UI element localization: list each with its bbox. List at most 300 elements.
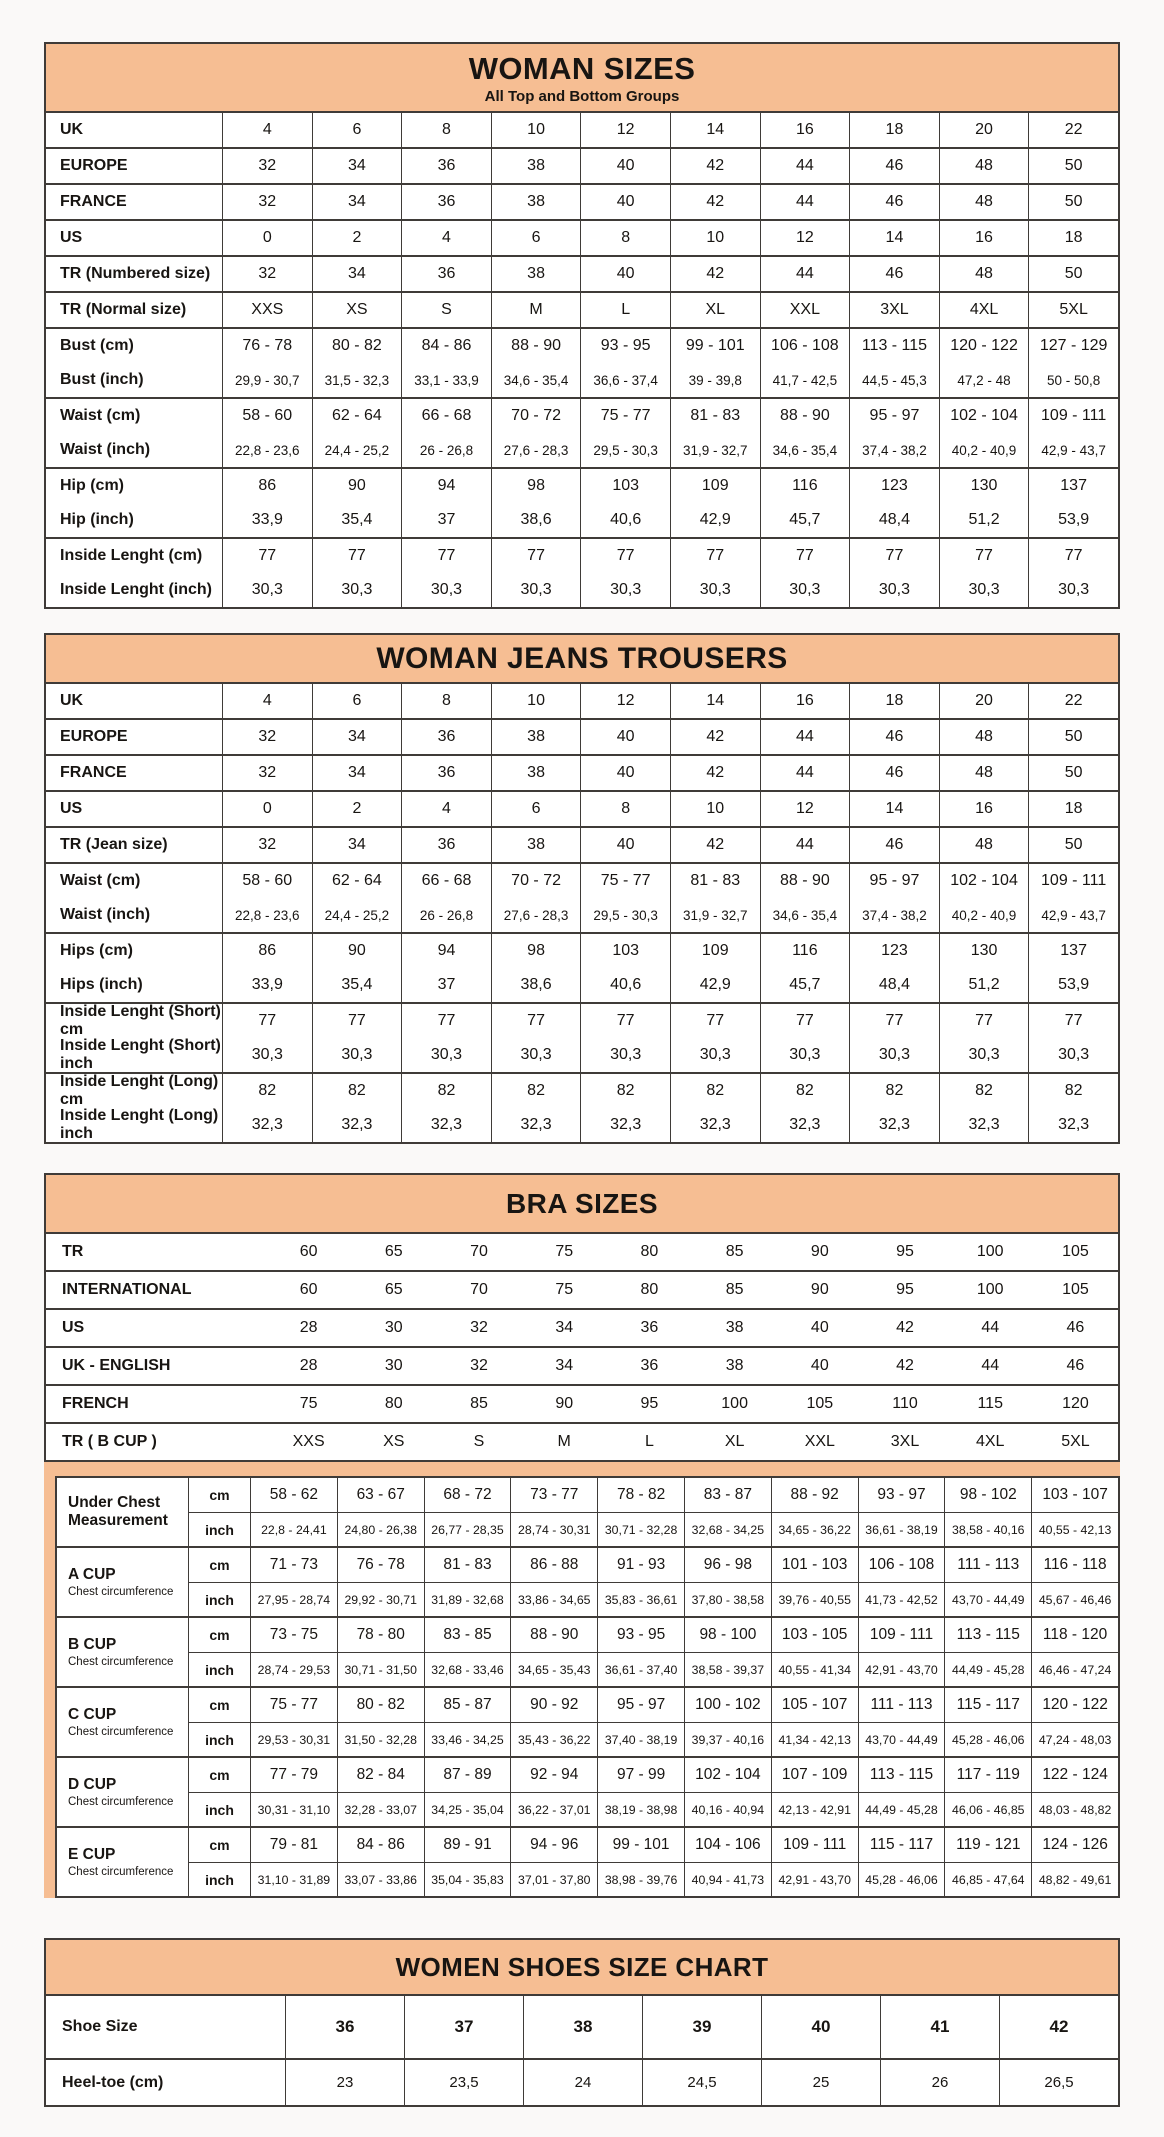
cell-value: 42,91 - 43,70 <box>858 1653 945 1686</box>
cell-value: 40 <box>580 149 670 183</box>
cell-value: 84 - 86 <box>337 1828 424 1862</box>
cell-value: 110 <box>892 1395 918 1412</box>
cell-value: 82 <box>670 1074 760 1108</box>
cell-value: 109 - 111 <box>1028 864 1118 898</box>
cell-value: 4 <box>262 121 272 138</box>
cell-value: 98 - 100 <box>684 1618 771 1652</box>
cell-value: 50 <box>1028 257 1118 291</box>
cell-value: 46,06 - 46,85 <box>944 1793 1031 1826</box>
cell-value: 36 <box>401 185 491 219</box>
table-row <box>46 1234 1118 1270</box>
cell-value: 77 <box>312 1004 402 1038</box>
cell-value: 73 - 77 <box>510 1478 597 1512</box>
cell-value: 92 - 94 <box>510 1758 597 1792</box>
cell-value: 48,82 - 49,61 <box>1031 1863 1118 1896</box>
cell-value: 46 <box>849 149 939 183</box>
cell-value: 30,71 - 32,28 <box>597 1513 684 1546</box>
cell-value: XXS <box>292 1433 325 1450</box>
row-label: TR ( B CUP ) <box>62 1433 157 1450</box>
cell-value: 42 <box>670 257 760 291</box>
cell-value: 41,7 - 42,5 <box>760 363 850 397</box>
row-label: INTERNATIONAL <box>62 1281 192 1298</box>
cell-value: 120 - 122 <box>1031 1688 1118 1722</box>
cell-value: 37 <box>404 1996 523 2058</box>
cell-value: 44,49 - 45,28 <box>944 1653 1031 1686</box>
cell-value: 34 <box>312 149 402 183</box>
unit-label: cm <box>189 1688 251 1722</box>
cell-value: 90 <box>810 1243 829 1260</box>
cell-value: 29,53 - 30,31 <box>257 1732 331 1747</box>
bra-sizes-table <box>44 1173 1120 1462</box>
cell-value: 99 - 101 <box>670 329 760 363</box>
cell-value: 32 <box>470 1319 488 1336</box>
cell-value: 32,3 <box>580 1108 670 1142</box>
cell-value: 103 <box>580 469 670 503</box>
cell-value: 35,83 - 36,61 <box>597 1583 684 1616</box>
cup-row-group <box>57 1756 1118 1826</box>
cell-value: 36 <box>401 257 491 291</box>
row-label: Inside Lenght (Short) cm <box>46 1004 223 1038</box>
cup-label-text: B CUP <box>68 1636 117 1654</box>
row-label: US <box>46 792 223 826</box>
cell-value: 82 <box>580 1074 670 1108</box>
cell-value: 30,3 <box>401 573 491 607</box>
cell-value: 94 <box>401 469 491 503</box>
cell-value: 24 <box>523 2060 642 2105</box>
cup-rows <box>189 1688 1118 1756</box>
bra-sizes-header <box>46 1175 1118 1234</box>
cell-value: 60 <box>299 1281 318 1298</box>
cup-measure-row <box>189 1792 1118 1826</box>
cell-value: 83 - 85 <box>424 1618 511 1652</box>
row-group <box>46 1384 1118 1422</box>
cell-value: 98 <box>491 934 581 968</box>
unit-label: cm <box>189 1618 251 1652</box>
cell-value: 44 <box>760 720 850 754</box>
cell-value: 97 - 99 <box>597 1758 684 1792</box>
bra-section-divider-bar <box>44 1462 1120 1476</box>
cell-value: 48,4 <box>849 968 939 1002</box>
cell-value: 46,46 - 47,24 <box>1031 1653 1118 1686</box>
cell-value: XXL <box>804 1433 835 1450</box>
row-group <box>46 1002 1118 1072</box>
cell-value: 30,3 <box>939 1038 1029 1072</box>
cell-value: 109 <box>670 934 760 968</box>
table-row <box>46 503 1118 537</box>
cell-value: 2 <box>312 221 402 255</box>
cell-value: 82 <box>401 1074 491 1108</box>
cell-value: 32,3 <box>312 1108 402 1142</box>
cell-value: 94 - 96 <box>510 1828 597 1862</box>
cell-value: 2 <box>312 792 402 826</box>
cell-value: 41,73 - 42,52 <box>858 1583 945 1616</box>
cell-value: 14 <box>670 113 760 147</box>
row-label: Waist (inch) <box>46 433 223 467</box>
row-label: EUROPE <box>46 149 223 183</box>
cell-value: 88 - 90 <box>760 864 850 898</box>
table-row <box>46 864 1118 898</box>
cell-value: 104 - 106 <box>684 1828 771 1862</box>
cell-value: 45,67 - 46,46 <box>1031 1583 1118 1616</box>
cell-value: 4 <box>401 792 491 826</box>
cell-value: 40 <box>810 1319 829 1336</box>
cell-value: 38 <box>523 1996 642 2058</box>
cell-value: 46 <box>1066 1319 1085 1336</box>
cell-value: 84 - 86 <box>401 329 491 363</box>
cell-value: 102 - 104 <box>939 864 1029 898</box>
cell-value: 48 <box>939 185 1029 219</box>
cell-value: 113 - 115 <box>944 1618 1031 1652</box>
cell-value: 86 <box>258 942 277 959</box>
cell-value: 102 - 104 <box>684 1758 771 1792</box>
row-label: TR <box>62 1243 84 1260</box>
cell-value: 16 <box>760 113 850 147</box>
row-label: Inside Lenght (Long) inch <box>46 1108 223 1142</box>
cell-value: 46,85 - 47,64 <box>944 1863 1031 1896</box>
row-label: FRENCH <box>62 1395 129 1412</box>
cell-value: 16 <box>760 684 850 718</box>
row-label: Waist (cm) <box>46 864 223 898</box>
cell-value: 6 <box>312 684 402 718</box>
cell-value: 35,4 <box>312 968 402 1002</box>
cell-value: 103 - 105 <box>771 1618 858 1652</box>
cell-value: 4XL <box>975 1433 1005 1450</box>
cell-value: 28 <box>299 1319 318 1336</box>
cell-value: 38 <box>491 828 581 862</box>
cell-value: 27,6 - 28,3 <box>491 433 581 467</box>
cell-value: 34,6 - 35,4 <box>491 363 581 397</box>
cell-value: 32 <box>258 728 277 745</box>
cell-value: 40,2 - 40,9 <box>939 898 1029 932</box>
cell-value: 42,91 - 43,70 <box>771 1863 858 1896</box>
cell-value: 88 - 92 <box>771 1478 858 1512</box>
cell-value: 42 <box>670 828 760 862</box>
row-label: Inside Lenght (cm) <box>46 539 223 573</box>
cell-value: 30,3 <box>312 1038 402 1072</box>
cell-value: 111 - 113 <box>858 1688 945 1722</box>
cell-value: 66 - 68 <box>401 399 491 433</box>
cell-value: 42 <box>670 756 760 790</box>
cell-value: 82 - 84 <box>337 1758 424 1792</box>
cell-value: 96 - 98 <box>684 1548 771 1582</box>
cell-value: XXS <box>251 301 284 318</box>
cell-value: 35,43 - 36,22 <box>510 1723 597 1756</box>
cup-row-group <box>57 1616 1118 1686</box>
cell-value: 77 - 79 <box>269 1766 319 1783</box>
row-label: Bust (inch) <box>46 363 223 397</box>
cell-value: 28,74 - 29,53 <box>257 1662 331 1677</box>
cell-value: 20 <box>939 684 1029 718</box>
cell-value: 36 <box>335 2017 355 2036</box>
cell-value: 40,2 - 40,9 <box>939 433 1029 467</box>
cell-value: 83 - 87 <box>684 1478 771 1512</box>
table-row <box>46 363 1118 397</box>
cell-value: 31,5 - 32,3 <box>312 363 402 397</box>
cell-value: 77 <box>491 539 581 573</box>
cell-value: 41 <box>880 1996 999 2058</box>
cell-value: 26 <box>880 2060 999 2105</box>
row-label: Waist (cm) <box>46 399 223 433</box>
cell-value: 118 - 120 <box>1031 1618 1118 1652</box>
cell-value: 48 <box>939 828 1029 862</box>
cell-value: 42,9 <box>670 503 760 537</box>
cell-value: 8 <box>580 221 670 255</box>
unit-label: cm <box>189 1478 251 1512</box>
cell-value: 89 - 91 <box>424 1828 511 1862</box>
cell-value: 8 <box>401 684 491 718</box>
cell-value: 38 <box>491 720 581 754</box>
cell-value: 10 <box>491 684 581 718</box>
cell-value: 31,9 - 32,7 <box>670 433 760 467</box>
cell-value: 18 <box>1028 221 1118 255</box>
cup-measure-row <box>189 1512 1118 1546</box>
row-group <box>46 1270 1118 1308</box>
woman-jeans-header <box>46 635 1118 684</box>
row-label: Bust (cm) <box>46 329 223 363</box>
cell-value: 80 <box>640 1281 659 1298</box>
row-label: Hip (inch) <box>46 503 223 537</box>
cell-value: 31,9 - 32,7 <box>670 898 760 932</box>
cell-value: 48 <box>939 756 1029 790</box>
cell-value: 12 <box>580 113 670 147</box>
table-row <box>46 399 1118 433</box>
cell-value: 29,9 - 30,7 <box>235 372 300 388</box>
cell-value: 44 <box>760 149 850 183</box>
cell-value: 32,3 <box>939 1108 1029 1142</box>
table-row <box>46 1386 1118 1422</box>
cup-measure-row <box>189 1582 1118 1616</box>
cell-value: 77 <box>312 539 402 573</box>
cell-value: 23 <box>336 2074 354 2091</box>
cell-value: 130 <box>939 934 1029 968</box>
cell-value: 50 <box>1028 149 1118 183</box>
cell-value: 36 <box>401 828 491 862</box>
table-row <box>46 573 1118 607</box>
cell-value: L <box>580 293 670 327</box>
table-row <box>46 1996 1118 2058</box>
cell-value: 77 <box>491 1004 581 1038</box>
table-row <box>46 539 1118 573</box>
cell-value: 34 <box>312 828 402 862</box>
table-subtitle: All Top and Bottom Groups <box>484 88 680 105</box>
unit-label: cm <box>189 1828 251 1862</box>
cell-value: 36,6 - 37,4 <box>580 363 670 397</box>
cell-value: 98 <box>491 469 581 503</box>
cell-value: 12 <box>760 792 850 826</box>
cell-value: 60 <box>299 1243 318 1260</box>
cell-value: 48,4 <box>849 503 939 537</box>
cell-value: 34,25 - 35,04 <box>424 1793 511 1826</box>
row-label: Shoe Size <box>46 1996 286 2058</box>
cell-value: 16 <box>939 221 1029 255</box>
cell-value: 39 - 39,8 <box>670 363 760 397</box>
cell-value: S <box>401 293 491 327</box>
cell-value: 77 <box>939 539 1029 573</box>
cell-value: 103 <box>580 934 670 968</box>
table-row <box>46 2060 1118 2105</box>
cell-value: 42 <box>670 149 760 183</box>
cell-value: 27,95 - 28,74 <box>257 1592 331 1607</box>
cell-value: 36 <box>640 1357 659 1374</box>
row-group <box>46 1422 1118 1460</box>
cell-value: 36,61 - 37,40 <box>597 1653 684 1686</box>
cell-value: 106 - 108 <box>858 1548 945 1582</box>
cell-value: 115 - 117 <box>858 1828 945 1862</box>
women-shoes-header <box>46 1940 1118 1996</box>
cell-value: 42 <box>999 1996 1118 2058</box>
row-label: EUROPE <box>46 720 223 754</box>
woman-sizes-table <box>44 42 1120 609</box>
cell-value: 78 - 82 <box>597 1478 684 1512</box>
cell-value: 123 <box>849 934 939 968</box>
table-row <box>46 1310 1118 1346</box>
cell-value: 26,77 - 28,35 <box>424 1513 511 1546</box>
cell-value: 70 <box>470 1243 488 1260</box>
cell-value: 40,16 - 40,94 <box>684 1793 771 1826</box>
cell-value: 77 <box>401 539 491 573</box>
cell-value: 48 <box>939 149 1029 183</box>
cell-value: 24,4 - 25,2 <box>312 433 402 467</box>
row-group <box>46 397 1118 467</box>
cell-value: 44 <box>760 828 850 862</box>
cell-value: 32,3 <box>849 1108 939 1142</box>
cell-value: 98 - 102 <box>944 1478 1031 1512</box>
cup-row-label <box>57 1618 189 1686</box>
cell-value: 34 <box>312 720 402 754</box>
cell-value: XS <box>312 293 402 327</box>
cell-value: 32,28 - 33,07 <box>337 1793 424 1826</box>
cell-value: 4XL <box>939 293 1029 327</box>
cell-value: 30 <box>384 1319 403 1336</box>
cell-value: S <box>473 1433 485 1450</box>
cell-value: 77 <box>670 1004 760 1038</box>
cell-value: 6 <box>312 113 402 147</box>
cell-value: 47,24 - 48,03 <box>1031 1723 1118 1756</box>
cell-value: 70 <box>470 1281 488 1298</box>
row-group <box>46 219 1118 255</box>
cell-value: 80 - 82 <box>337 1688 424 1722</box>
cell-value: 34 <box>555 1357 574 1374</box>
table-row <box>46 113 1118 147</box>
cell-value: 40 <box>580 185 670 219</box>
cell-value: 90 <box>810 1281 829 1298</box>
cell-value: 40,55 - 41,34 <box>771 1653 858 1686</box>
cell-value: 39 <box>642 1996 761 2058</box>
cell-value: 30,3 <box>760 1038 850 1072</box>
cell-value: 105 <box>1062 1243 1089 1260</box>
cell-value: 30,3 <box>670 573 760 607</box>
cell-value: 40,94 - 41,73 <box>684 1863 771 1896</box>
cell-value: 50 <box>1028 185 1118 219</box>
cell-value: 70 - 72 <box>491 864 581 898</box>
cell-value: 78 - 80 <box>337 1618 424 1652</box>
table-row <box>46 433 1118 467</box>
cell-value: 35,4 <box>312 503 402 537</box>
cell-value: 32,3 <box>760 1108 850 1142</box>
row-label: Heel-toe (cm) <box>46 2060 286 2105</box>
woman-jeans-body <box>46 684 1118 1142</box>
cell-value: 86 <box>258 477 277 494</box>
cell-value: 115 - 117 <box>944 1688 1031 1722</box>
cell-value: 120 - 122 <box>939 329 1029 363</box>
row-group <box>46 1072 1118 1142</box>
cell-value: 120 <box>1062 1395 1089 1412</box>
cell-value: 85 - 87 <box>424 1688 511 1722</box>
cell-value: 30,3 <box>491 573 581 607</box>
cell-value: 4 <box>262 692 272 709</box>
cell-value: 27,6 - 28,3 <box>491 898 581 932</box>
cell-value: 77 <box>401 1004 491 1038</box>
table-row <box>46 756 1118 790</box>
row-group <box>46 291 1118 327</box>
cell-value: 29,5 - 30,3 <box>580 433 670 467</box>
row-label: UK <box>46 113 223 147</box>
cell-value: 46 <box>849 828 939 862</box>
cell-value: 85 <box>725 1243 744 1260</box>
table-row <box>46 221 1118 255</box>
cell-value: 82 <box>1028 1074 1118 1108</box>
row-group <box>46 862 1118 932</box>
cell-value: 48 <box>939 720 1029 754</box>
cell-value: 40 <box>761 1996 880 2058</box>
cell-value: 30,3 <box>939 573 1029 607</box>
cell-value: 44 <box>981 1319 1000 1336</box>
table-title: WOMAN JEANS TROUSERS <box>376 642 788 675</box>
cell-value: 31,50 - 32,28 <box>337 1723 424 1756</box>
cell-value: 34,6 - 35,4 <box>760 433 850 467</box>
cell-value: 95 - 97 <box>597 1688 684 1722</box>
cup-row-group <box>57 1826 1118 1896</box>
cell-value: 37,40 - 38,19 <box>597 1723 684 1756</box>
unit-label: inch <box>189 1583 251 1616</box>
cell-value: 45,28 - 46,06 <box>944 1723 1031 1756</box>
cell-value: 32 <box>470 1357 488 1374</box>
cell-value: 80 - 82 <box>312 329 402 363</box>
row-group <box>46 754 1118 790</box>
row-label: Hips (inch) <box>46 968 223 1002</box>
cell-value: 115 <box>977 1395 1003 1412</box>
table-row <box>46 257 1118 291</box>
cell-value: 46 <box>849 257 939 291</box>
row-group <box>46 183 1118 219</box>
cup-rows <box>189 1758 1118 1826</box>
cell-value: 99 - 101 <box>597 1828 684 1862</box>
cell-value: 73 - 75 <box>269 1626 319 1643</box>
cup-label-text: A CUP <box>68 1566 116 1584</box>
cell-value: 79 - 81 <box>269 1836 319 1853</box>
woman-sizes-body <box>46 113 1118 607</box>
cell-value: 77 <box>580 539 670 573</box>
cup-measure-row <box>189 1722 1118 1756</box>
cup-label-text: D CUP <box>68 1776 117 1794</box>
cup-label-text: Under Chest Measurement <box>68 1494 168 1529</box>
cell-value: 87 - 89 <box>424 1758 511 1792</box>
cell-value: 14 <box>670 684 760 718</box>
cell-value: 33,46 - 34,25 <box>424 1723 511 1756</box>
cell-value: 82 <box>939 1074 1029 1108</box>
cell-value: 75 <box>555 1243 574 1260</box>
cell-value: 48 <box>939 257 1029 291</box>
cell-value: 71 - 73 <box>269 1556 319 1573</box>
cell-value: 25 <box>761 2060 880 2105</box>
cell-value: 75 - 77 <box>580 399 670 433</box>
cell-value: 58 - 60 <box>242 872 293 889</box>
row-label: Inside Lenght (Short) inch <box>46 1038 223 1072</box>
row-group <box>46 1346 1118 1384</box>
cup-rows <box>189 1828 1118 1896</box>
cell-value: 42 <box>896 1357 914 1374</box>
cell-value: 37,4 - 38,2 <box>849 898 939 932</box>
